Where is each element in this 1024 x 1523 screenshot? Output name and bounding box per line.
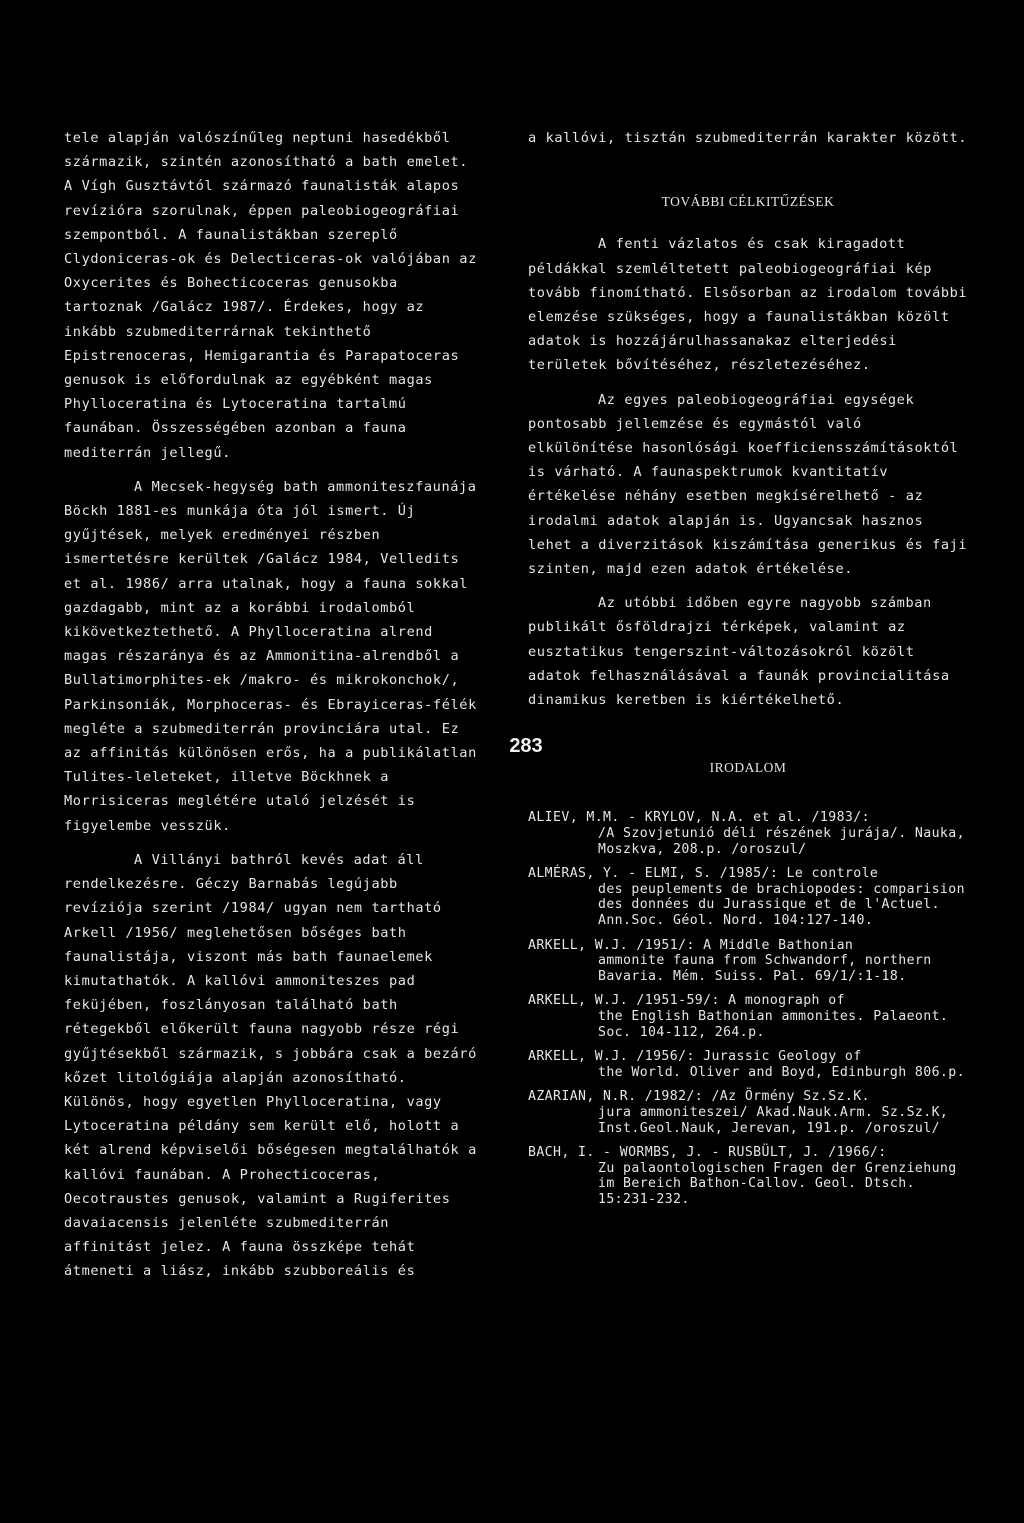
reference-author: ARKELL, W.J. /1951-59/: A monograph of — [528, 993, 845, 1009]
right-column — [528, 126, 968, 1217]
paragraph: tele alapján valószínűleg neptuni hasedékből származik, szintén azonosítható a bath emelet. A Vígh Gusztávtól származó faunalisták alapos revízióra szorulnak, éppen paleobiogeográfiai szempontból. A faunalistákban szereplő Clydoniceras-ok és Delecticeras-ok valójában az Oxycerites és Bohecticoceras genusokba tartoznak /Galácz 1987/. Érdekes, hogy az inkább szubmediterrárnak tekinthető Epistrenoceras, Hemigarantia és Parapatoceras genusok is előfordulnak az egyébként magas Phylloceratina és Lytoceratina tartalmú faunában. Összességében azonban a fauna mediterrán jellegű. — [64, 130, 477, 461]
paragraph: A Mecsek-hegység bath ammoniteszfaunája Böckh 1881-es munkája óta jól ismert. Új gyűjtések, melyek eredményei részben ismertetésre kerültek /Galácz 1984, Velledits et al. 1986/ arra utalnak, hogy a fauna sokkal gazdagabb, mint az a korábbi irodalomból kikövetkeztethető. A Phylloceratina alrend magas részaránya és az Ammonitina-alrendből a Bullatimorphites-ek /makro- és mikrokonchok/, Parkinsoniák, Morphoceras- és Ebrayiceras-félék megléte a szubmediterrán provinciára utal. Ez az affinitás különösen erős, ha a publikálatlan Tulites-leleteket, illetve Böckhnek a Morrisiceras meglétére utaló jelzését is figyelembe vesszük. — [64, 478, 477, 834]
page-number: 283 — [509, 735, 543, 757]
reference-text: des peuplements de brachiopodes: comparision des données du Jurassique et de l'Actuel. Ann.Soc. Géol. Nord. 104:127-140. — [598, 881, 965, 929]
reference-author: AZARIAN, N.R. /1982/: /Az Örmény Sz.Sz.K. — [528, 1089, 870, 1105]
reference-item — [528, 1049, 968, 1080]
reference-item — [528, 1145, 968, 1207]
reference-item — [528, 938, 968, 985]
paragraph: A fenti vázlatos és csak kiragadott példákkal szemléltetett paleobiogeográfiai kép tovább finomítható. Elsősorban az irodalom további elemzése szükséges, hogy a faunalistákban közölt adatok is hozzájárulhassanakaz elterjedési területek bővítéséhez, részletezéséhez. — [528, 236, 968, 374]
reference-text: the World. Oliver and Boyd, Edinburgh 806.p. — [598, 1064, 965, 1080]
reference-item — [528, 810, 968, 857]
reference-text: /A Szovjetunió déli részének jurája/. Nauka, Moszkva, 208.p. /oroszul/ — [598, 826, 965, 857]
reference-text: Zu palaontologischen Fragen der Grenziehung im Bereich Bathon-Callov. Geol. Dtsch. 15:231-232. — [598, 1160, 957, 1207]
reference-text: ammonite fauna from Schwandorf, northern Bavaria. Mém. Suiss. Pal. 69/1/:1-18. — [598, 953, 932, 984]
reference-item — [528, 866, 968, 928]
reference-text: the English Bathonian ammonites. Palaeont. Soc. 104-112, 264.p. — [598, 1009, 949, 1040]
reference-author: ALMÉRAS, Y. - ELMI, S. /1985/: Le controle — [528, 866, 879, 882]
reference-author: BACH, I. - WORMBS, J. - RUSBÜLT, J. /1966/: — [528, 1145, 887, 1161]
paragraph: a kallóvi, tisztán szubmediterrán karakter között. — [528, 130, 968, 146]
reference-author: ARKELL, W.J. /1956/: Jurassic Geology of — [528, 1049, 862, 1065]
section-heading: IRODALOM — [709, 760, 787, 776]
paragraph: Az utóbbi időben egyre nagyobb számban publikált ősföldrajzi térképek, valamint az eusztatikus tengerszint-változásokról közölt adatok felhasználásával a faunák provincialitása dinamikus keretben is kiértékelhető. — [528, 595, 950, 709]
reference-author: ARKELL, W.J. /1951/: A Middle Bathonian — [528, 937, 854, 953]
paragraph: Az egyes paleobiogeográfiai egységek pontosabb jellemzése és egymástól való elkülönítése hasonlósági koefficiensszámításoktól is várható. A faunaspektrumok kvantitatív értékelése néhány esetben megkísérelhető - az irodalmi adatok alapján is. Ugyancsak hasznos lehet a diverzitások kiszámítása generikus és faji szinten, majd ezen adatok értékelése. — [528, 391, 968, 578]
paragraph: A Villányi bathról kevés adat áll rendelkezésre. Géczy Barnabás legújabb revíziója szerint /1984/ ugyan nem tartható Arkell /1956/ meglehetősen bőséges bath faunalistája, viszont más bath faunaelemek kimutathatók. A kallóvi ammoniteszes pad feküjében, foszlányosan található bath rétegekből előkerült fauna nagyobb része régi gyűjtésekből származik, s jobbára csak a bezáró kőzet litológiája alapján azonosítható. Különös, hogy egyetlen Phylloceratina, vagy Lytoceratina példány sem került elő, holott a két alrend képviselői bőségesen megtalálhatók a kallóvi faunában. A Prohecticoceras, Oecotraustes genusok, valamint a Rugiferites davaiacensis jelenléte szubmediterrán affinitást jelez. A fauna összképe tehát átmeneti a liász, inkább szubboreális és — [64, 851, 477, 1280]
reference-text: jura ammoniteszei/ Akad.Nauk.Arm. Sz.Sz.K, Inst.Geol.Nauk, Jerevan, 191.p. /oroszul/ — [598, 1104, 949, 1136]
section-heading: TOVÁBBI CÉLKITŰZÉSEK — [661, 194, 835, 210]
left-column — [64, 126, 484, 1294]
reference-item — [528, 1089, 968, 1136]
reference-item — [528, 993, 968, 1040]
reference-author: ALIEV, M.M. - KRYLOV, N.A. et al. /1983/: — [528, 810, 870, 826]
